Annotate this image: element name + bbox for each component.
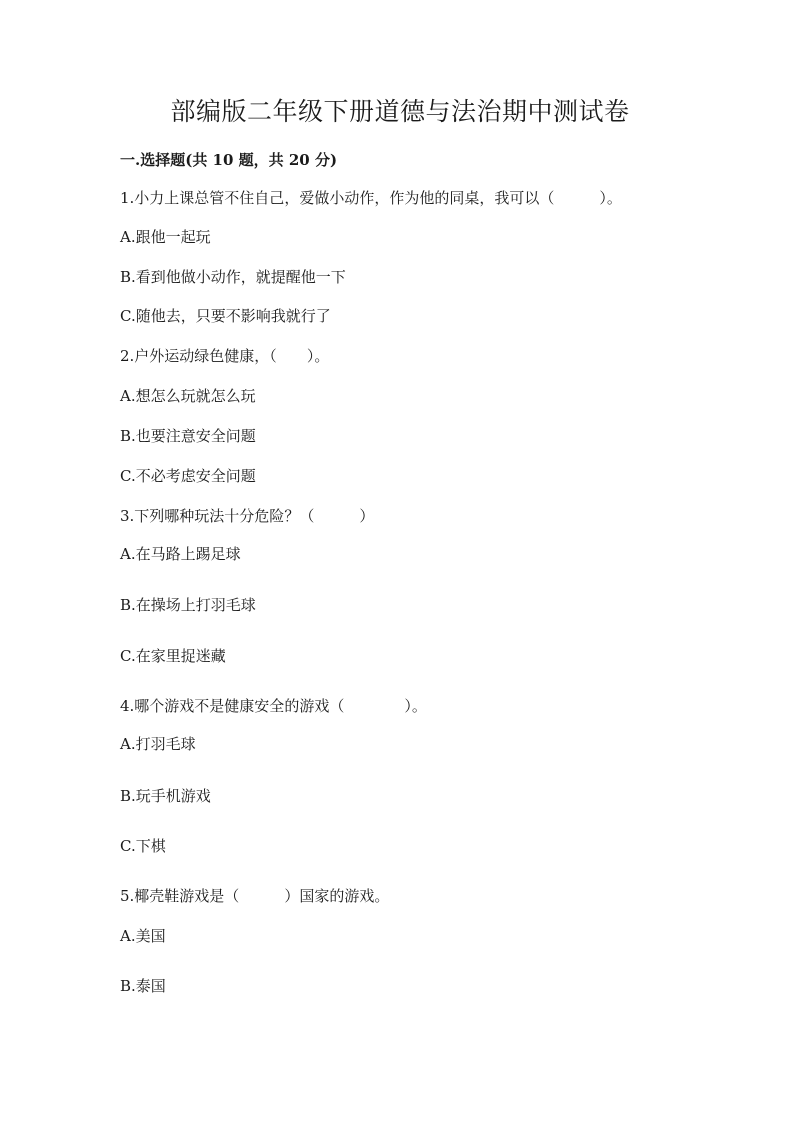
question-2-option-a: A.想怎么玩就怎么玩 [120, 387, 256, 405]
question-4-option-a: A.打羽毛球 [120, 735, 196, 753]
question-4-option-b: B.玩手机游戏 [120, 787, 211, 805]
question-4-option-c: C.下棋 [120, 837, 166, 855]
question-3-option-c: C.在家里捉迷藏 [120, 647, 226, 665]
question-2-option-b: B.也要注意安全问题 [120, 427, 256, 445]
question-3-option-a: A.在马路上踢足球 [120, 545, 241, 563]
question-5-option-b: B.泰国 [120, 977, 166, 995]
question-1-option-b: B.看到他做小动作，就提醒他一下 [120, 268, 346, 286]
question-3-option-b: B.在操场上打羽毛球 [120, 596, 256, 614]
question-2-option-c: C.不必考虑安全问题 [120, 467, 256, 485]
question-5-stem: 5.椰壳鞋游戏是（ ）国家的游戏。 [120, 887, 390, 905]
question-3-stem: 3.下列哪种玩法十分危险？（ ） [120, 507, 375, 525]
question-1-stem: 1.小力上课总管不住自己，爱做小动作，作为他的同桌，我可以（ ）。 [120, 189, 622, 207]
page-title: 部编版二年级下册道德与法治期中测试卷 [170, 97, 630, 126]
question-2-stem: 2.户外运动绿色健康，（ ）。 [120, 347, 330, 365]
question-1-option-a: A.跟他一起玩 [120, 228, 211, 246]
question-5-option-a: A.美国 [120, 927, 166, 945]
question-4-stem: 4.哪个游戏不是健康安全的游戏（ ）。 [120, 697, 427, 715]
section-heading: 一.选择题(共 10 题，共 20 分) [120, 151, 338, 169]
question-1-option-c: C.随他去，只要不影响我就行了 [120, 307, 331, 325]
